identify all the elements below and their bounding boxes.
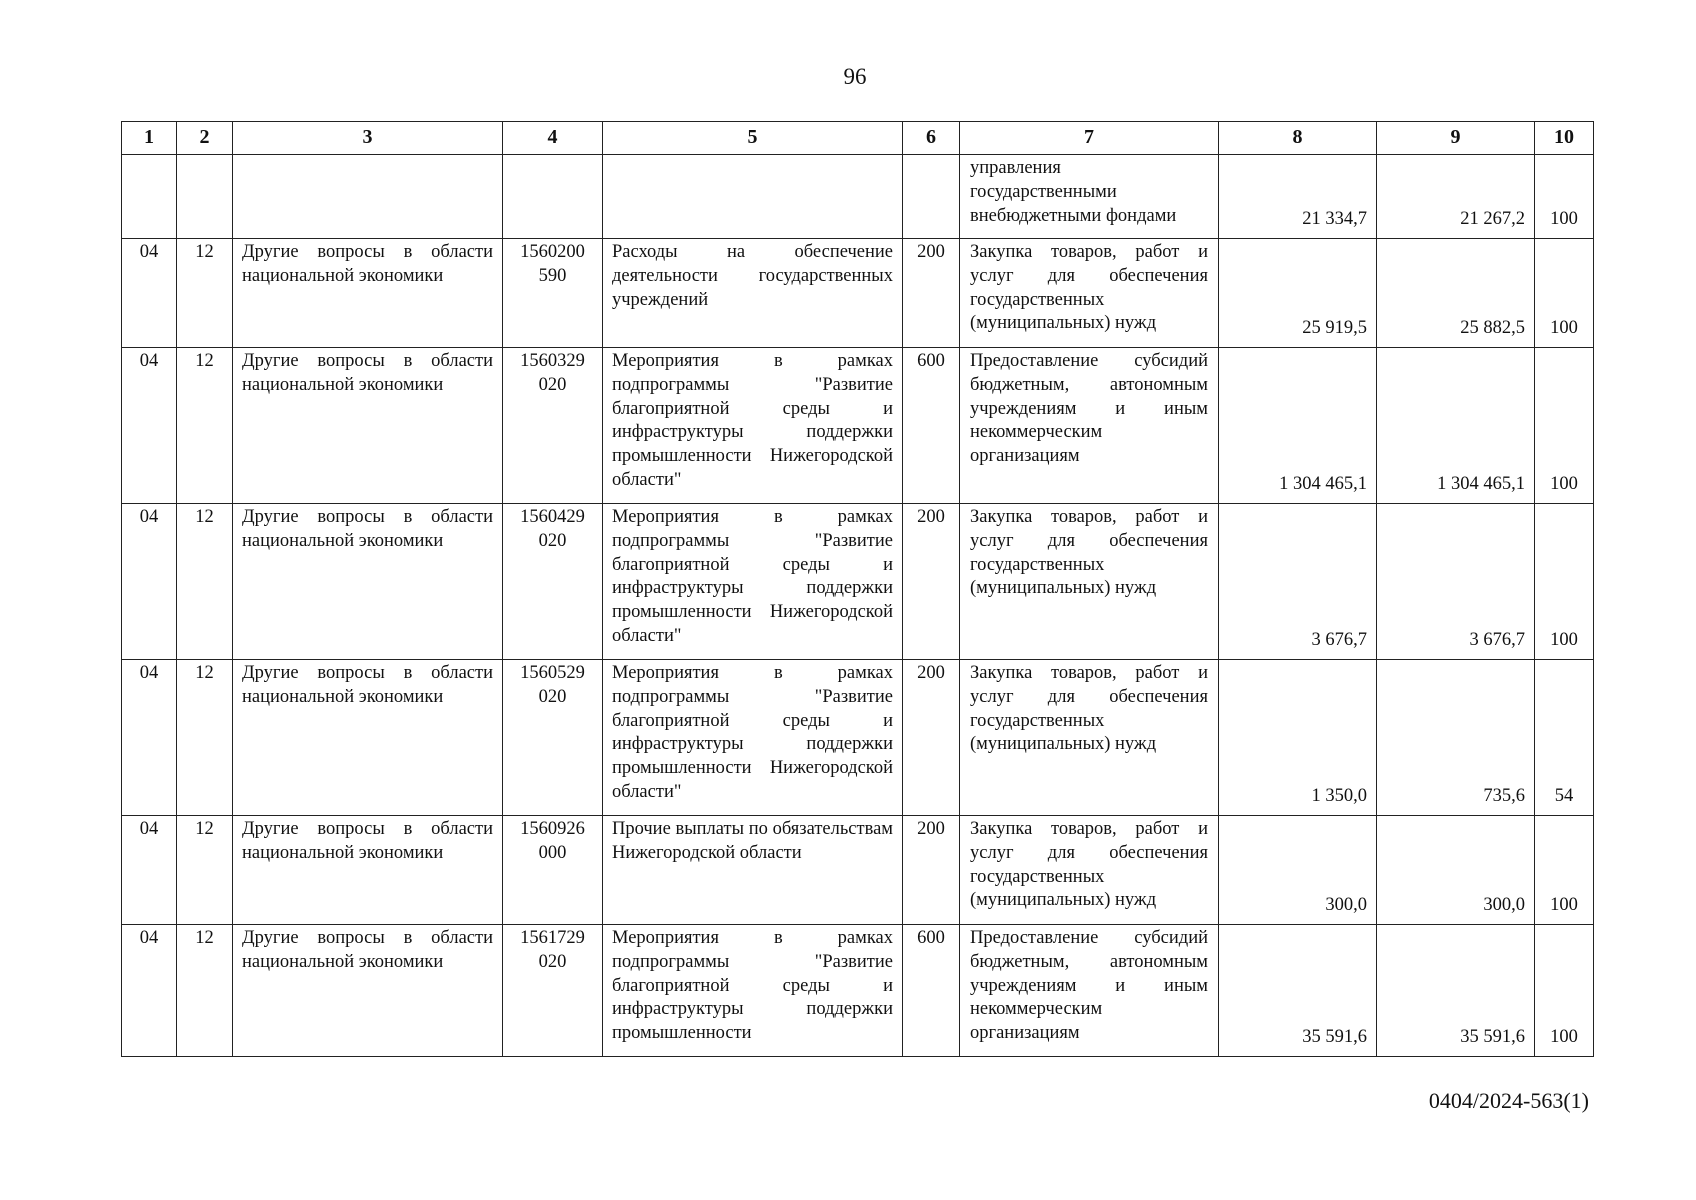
cell-type-name: Закупка товаров, работ и услуг для обеспечения государственных (муниципальных) нужд	[960, 504, 1219, 660]
cell-section: 04	[122, 660, 177, 816]
cell-type-name: Предоставление субсидий бюджетным, автономным учреждениям и иным некоммерческим организациям	[960, 925, 1219, 1057]
header-col-10: 10	[1535, 122, 1594, 155]
cell-subsection: 12	[177, 504, 233, 660]
cell-purpose: Мероприятия в рамках подпрограммы "Развитие благоприятной среды и инфраструктуры поддержки промышленности Нижегородской области"	[603, 660, 903, 816]
table-row	[122, 239, 1594, 348]
cell-percent: 54	[1535, 660, 1594, 816]
header-col-9: 9	[1377, 122, 1535, 155]
cell-code: 1560429 020	[503, 504, 603, 660]
document-code: 0404/2024-563(1)	[1428, 1088, 1589, 1113]
cell-plan: 3 676,7	[1219, 504, 1377, 660]
header-col-5: 5	[603, 122, 903, 155]
cell-purpose: Мероприятия в рамках подпрограммы "Развитие благоприятной среды и инфраструктуры поддержки промышленности Нижегородской области"	[603, 504, 903, 660]
cell-code: 1561729 020	[503, 925, 603, 1057]
header-col-2: 2	[177, 122, 233, 155]
cell-type-name: Предоставление субсидий бюджетным, автономным учреждениям и иным некоммерческим организациям	[960, 348, 1219, 504]
table-header	[122, 122, 1594, 155]
cell-name: Другие вопросы в области национальной экономики	[233, 660, 503, 816]
cell-code: 1560329 020	[503, 348, 603, 504]
header-col-3: 3	[233, 122, 503, 155]
cell-actual: 300,0	[1377, 816, 1535, 925]
table-row	[122, 504, 1594, 660]
cell-subsection: 12	[177, 925, 233, 1057]
cell-plan: 21 334,7	[1219, 155, 1377, 239]
cell-type-name: управления государственными внебюджетными фондами	[960, 155, 1219, 239]
cell-type-code: 200	[903, 816, 960, 925]
cell-type-code: 200	[903, 504, 960, 660]
cell-percent: 100	[1535, 504, 1594, 660]
header-row	[122, 122, 1594, 155]
cell-type-code	[903, 155, 960, 239]
cell-name: Другие вопросы в области национальной экономики	[233, 816, 503, 925]
table-row	[122, 816, 1594, 925]
cell-type-code: 600	[903, 925, 960, 1057]
cell-actual: 25 882,5	[1377, 239, 1535, 348]
cell-purpose	[603, 155, 903, 239]
cell-percent: 100	[1535, 925, 1594, 1057]
cell-subsection: 12	[177, 816, 233, 925]
budget-table	[121, 121, 1594, 1057]
page-number: 96	[843, 64, 867, 89]
cell-plan: 25 919,5	[1219, 239, 1377, 348]
cell-purpose: Мероприятия в рамках подпрограммы "Развитие благоприятной среды и инфраструктуры поддержки промышленности Нижегородской области"	[603, 348, 903, 504]
cell-actual: 735,6	[1377, 660, 1535, 816]
cell-type-name: Закупка товаров, работ и услуг для обеспечения государственных (муниципальных) нужд	[960, 660, 1219, 816]
cell-section: 04	[122, 239, 177, 348]
cell-name: Другие вопросы в области национальной экономики	[233, 504, 503, 660]
cell-code	[503, 155, 603, 239]
cell-subsection	[177, 155, 233, 239]
cell-name: Другие вопросы в области национальной экономики	[233, 348, 503, 504]
table-row	[122, 348, 1594, 504]
header-col-4: 4	[503, 122, 603, 155]
cell-section	[122, 155, 177, 239]
cell-type-name: Закупка товаров, работ и услуг для обеспечения государственных (муниципальных) нужд	[960, 816, 1219, 925]
cell-section: 04	[122, 925, 177, 1057]
table-body	[122, 155, 1594, 1057]
cell-type-code: 200	[903, 239, 960, 348]
cell-type-name: Закупка товаров, работ и услуг для обеспечения государственных (муниципальных) нужд	[960, 239, 1219, 348]
cell-name	[233, 155, 503, 239]
table-row	[122, 925, 1594, 1057]
cell-purpose: Расходы на обеспечение деятельности государственных учреждений	[603, 239, 903, 348]
header-col-6: 6	[903, 122, 960, 155]
cell-plan: 35 591,6	[1219, 925, 1377, 1057]
cell-percent: 100	[1535, 816, 1594, 925]
cell-subsection: 12	[177, 348, 233, 504]
cell-code: 1560529 020	[503, 660, 603, 816]
cell-name: Другие вопросы в области национальной экономики	[233, 925, 503, 1057]
cell-actual: 3 676,7	[1377, 504, 1535, 660]
cell-purpose: Прочие выплаты по обязательствам Нижегородской области	[603, 816, 903, 925]
cell-percent: 100	[1535, 348, 1594, 504]
cell-type-code: 600	[903, 348, 960, 504]
cell-subsection: 12	[177, 660, 233, 816]
cell-plan: 1 304 465,1	[1219, 348, 1377, 504]
cell-name: Другие вопросы в области национальной экономики	[233, 239, 503, 348]
header-col-1: 1	[122, 122, 177, 155]
table-row	[122, 155, 1594, 239]
cell-purpose: Мероприятия в рамках подпрограммы "Развитие благоприятной среды и инфраструктуры поддержки промышленности	[603, 925, 903, 1057]
cell-section: 04	[122, 816, 177, 925]
header-col-7: 7	[960, 122, 1219, 155]
cell-plan: 1 350,0	[1219, 660, 1377, 816]
cell-plan: 300,0	[1219, 816, 1377, 925]
cell-actual: 35 591,6	[1377, 925, 1535, 1057]
cell-type-code: 200	[903, 660, 960, 816]
cell-subsection: 12	[177, 239, 233, 348]
table-row	[122, 660, 1594, 816]
header-col-8: 8	[1219, 122, 1377, 155]
cell-actual: 1 304 465,1	[1377, 348, 1535, 504]
cell-code: 1560926 000	[503, 816, 603, 925]
cell-code: 1560200 590	[503, 239, 603, 348]
cell-section: 04	[122, 504, 177, 660]
cell-percent: 100	[1535, 239, 1594, 348]
cell-actual: 21 267,2	[1377, 155, 1535, 239]
cell-percent: 100	[1535, 155, 1594, 239]
cell-section: 04	[122, 348, 177, 504]
